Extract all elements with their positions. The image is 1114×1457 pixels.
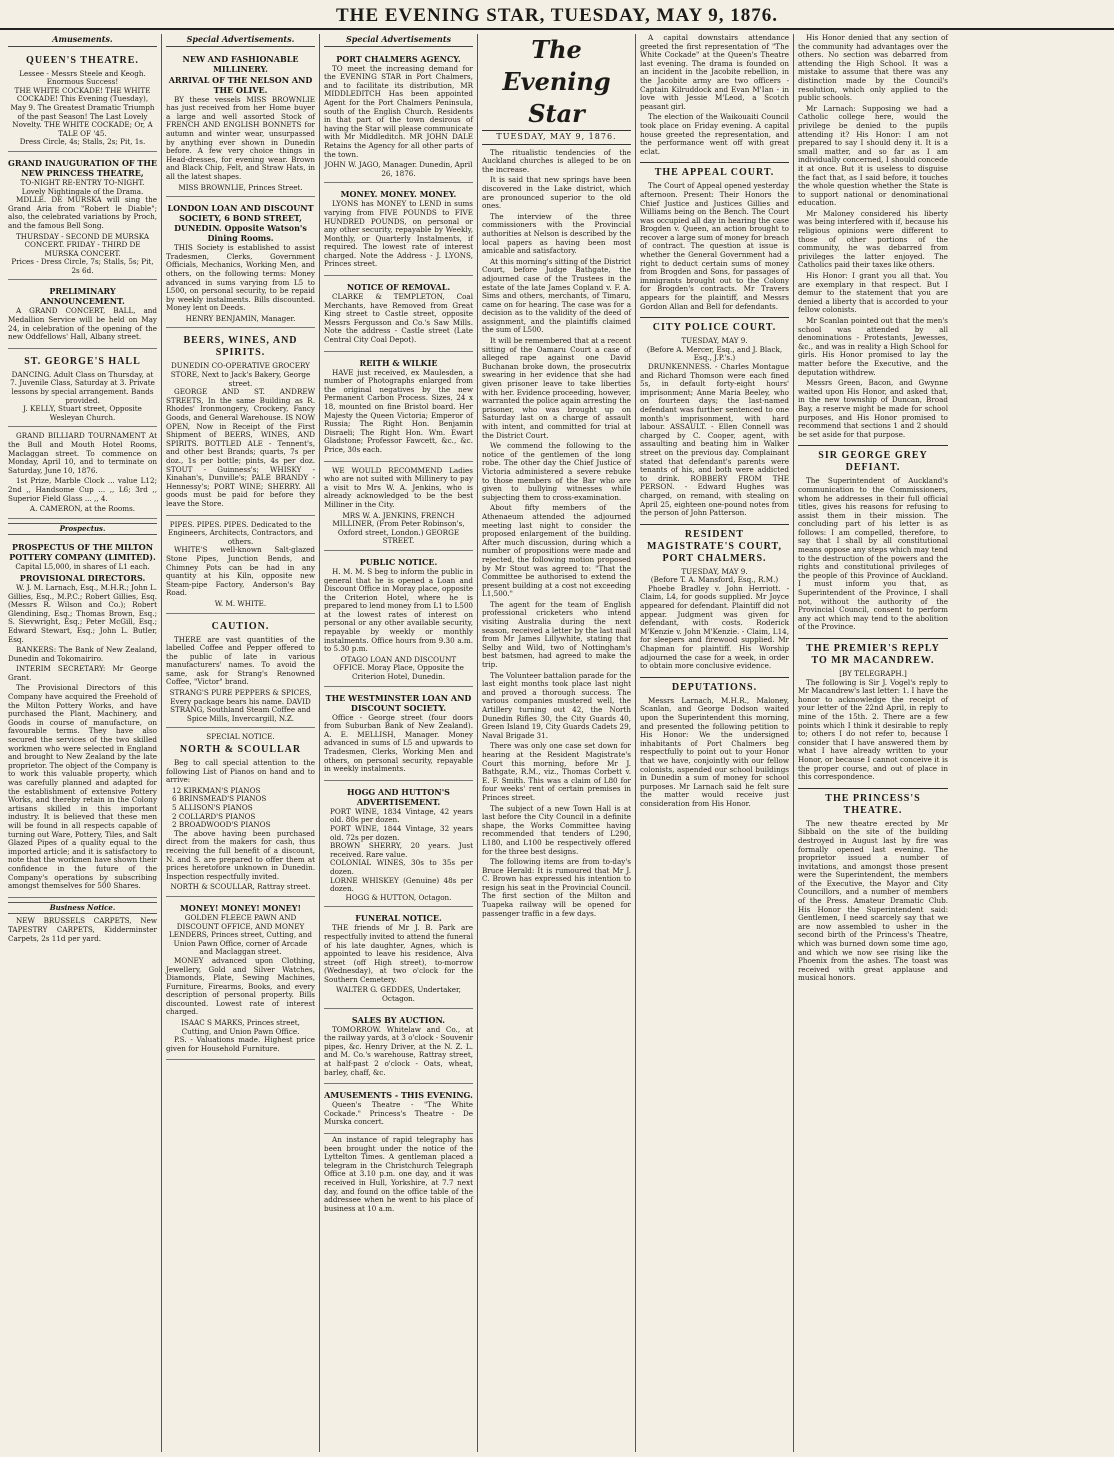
ad-title: PORT CHALMERS AGENCY.: [336, 53, 461, 64]
news-paragraph: His Honor denied that any section of the community had advantages over the others. No section was debarred from attending the High School. It was a mistake to assume that there was any distinction made by the Council's resolution, which only applied to the public schools.: [798, 34, 948, 103]
prospectus-ad: [8, 538, 157, 897]
ad-title: ST. GEORGE'S HALL: [24, 355, 141, 367]
sales-by-auction: [324, 1011, 473, 1085]
billiard-ad: [8, 429, 157, 518]
ad-title: NORTH & SCOULLAR: [179, 744, 302, 756]
ad-title: THE WESTMINSTER LOAN AND DISCOUNT SOCIETY.: [325, 692, 472, 713]
ad-signature: ISAAC S MARKS, Princes street, Cutting, and Union Pawn Office.: [181, 1018, 300, 1036]
funeral-notice: [324, 909, 473, 1008]
ad-subtitle: DUNEDIN CO-OPERATIVE GROCERY STORE, Next to Jack's Bakery, George street.: [170, 361, 311, 388]
lyons-ad: [324, 185, 473, 276]
ad-signature: STRANG'S PURE PEPPERS & SPICES, Every package bears his name. DAVID STRANG, Southland Steam Coffee and Spice Mills, Invercargill, N.Z.: [169, 688, 312, 723]
column-2: [162, 34, 320, 1452]
ad-body: TO meet the increasing demand for the EVENING STAR in Port Chalmers, and to facilitate its distribution, MR MIDDLEDITCH Has been appointed Agent for the Port Chalmers Peninsula, south of the English Church. Residents in that part of the town desirous of having the Star will please communicate with Mr Middleditch. MR JOHN DALE Retains the Agency for all other parts of the town.: [324, 63, 473, 159]
ad-signature: J. KELLY, Stuart street, Opposite Wesleyan Church.: [23, 404, 142, 422]
ad-body: HAVE just received, ex Maulesden, a number of Photographs enlarged from the original negatives by the new Permanent Carbon Process. Sizes, 24 x 18, mounted on fine Bristol board. Her Majesty the Queen Victoria; Emperor of Russia; The Right Hon. Benjamin Disraeli; The Right Hon. Wm. Ewart Gladstone; Professor Fawcett, &c., &c. Price, 30s each.: [324, 367, 473, 454]
news-paragraph: It will be remembered that at a recent sitting of the Oamaru Court a case of alleged rape against one David Buchanan broke down, the prosecutrix swearing in her evidence that she had given prisoner leave to take liberties with her. Evidence proceeding, however, warranted the police again arresting the prisoner, who was brought up on Saturday last on a charge of assault with intent, and committed for trial at the District Court.: [482, 336, 631, 440]
news-paragraph: Mr Maloney considered his liberty was being interfered with if, because his religious opinions were different to those of other portions of the community, he was debarred from privileges the latter enjoyed. The Catholics paid their taxes like others.: [798, 208, 948, 270]
paper-nameplate: The Evening Star: [482, 34, 631, 131]
ad-postscript: P.S. - Valuations made. Highest price given for Household Furniture.: [166, 1035, 315, 1053]
section-heading: Prospectus.: [8, 523, 157, 536]
ad-bankers: BANKERS: The Bank of New Zealand, Dunedin and Tokomairiro.: [8, 645, 157, 663]
wine-item: PORT WINE, 1844 Vintage, 32 years old. 72s per dozen.: [330, 823, 473, 842]
ad-body: THIS Society is established to assist Tradesmen, Clerks, Government Officials, Mechanics, Working Men, and others, on the following terms: Money advanced in sums varying from L5 to L500, on personal security, to be repaid by weekly instalments. Bills discounted. Money lent on Deeds.: [166, 243, 315, 313]
ad-secretary: INTERIM SECRETARY: Mr George Grant.: [8, 664, 157, 682]
golden-fleece-ad: [166, 899, 315, 1061]
wine-item: PORT WINE, 1834 Vintage, 42 years old. 80s per dozen.: [330, 806, 473, 825]
caution-ad: [166, 616, 315, 729]
news-paragraph: The following items are from to-day's Bruce Herald: It is rumoured that Mr J. C. Brown has expressed his intention to resign his seat in the Provincial Council. The first section of the Milton and Tuapeka railway will be opened for passenger traffic in a few days.: [482, 857, 631, 918]
article-subheading: [BY TELEGRAPH.]: [839, 669, 907, 678]
dateline: TUESDAY, MAY 9, 1876.: [482, 133, 631, 145]
ad-title: MONEY! MONEY! MONEY!: [180, 902, 301, 913]
wine-item: LORNE WHISKEY (Genuine) 48s per dozen.: [330, 875, 473, 894]
article-date: TUESDAY, MAY 9.: [681, 566, 748, 576]
news-paragraph: An instance of rapid telegraphy has been brought under the notice of the Lyttelton Times. A gentleman placed a telegram in the Christchurch Telegraph Office at 3.10 p.m. one day, and it was received in Hull, Yorkshire, at 7.7 next day, and found on the office table of the addressee when he went to his place of business at 10 a.m.: [324, 1135, 473, 1213]
princess-theatre-ad: [8, 154, 157, 281]
article-body: The Superintendent of Auckland's communication to the Commissioners, whom he addresses in their full official titles, gives his reasons for refusing to assist them in their mission. The concluding part of his letter is as follows: I am compelled, therefore, to say that I shall by all constitutional means oppose any steps which may tend to the destruction of the powers and the rights and constitutional privileges of the people of this Province of Auckland. I must inform you that, as Superintendent of the Province, I shall not, without the authority of the Provincial Council, consent to perform any act which may tend to the abolition of the Province.: [798, 476, 948, 632]
ad-kicker: SPECIAL NOTICE.: [206, 732, 275, 742]
ad-body: GRAND BILLIARD TOURNAMENT At the Bull and Mouth Hotel Rooms, Maclaggan street. To commence on Monday, April 10, and to terminate on Saturday, June 10, 1876.: [8, 431, 157, 475]
ad-title: PRELIMINARY ANNOUNCEMENT.: [40, 286, 125, 307]
ad-title: AMUSEMENTS - THIS EVENING.: [324, 1090, 473, 1101]
article-heading: THE PREMIER'S REPLY TO MR MACANDREW.: [798, 638, 948, 667]
news-paragraph: There was only one case set down for hearing at the Resident Magistrate's Court this morning, before Mr J. Bathgate, R.M., viz., Thomas Corbett v. E. F. Smith. This was a claim of L80 for four weeks' rent of certain premises in Princes street.: [482, 741, 631, 802]
port-chalmers-agency-ad: [324, 50, 473, 184]
ad-directors: W. J. M. Larnach, Esq., M.H.R.; John L. Gillies, Esq., M.P.C.; Robert Gillies, Esq. (Messrs R. Wilson and Co.); Robert Glendining, Esq.; Thomas Brown, Esq.; S. Sievwright, Esq.; Peter McGill, Esq.; Edward Stewart, Esq.; John L. Butler, Esq.: [8, 582, 157, 644]
column-6: [794, 34, 952, 1452]
article-body: DRUNKENNESS. - Charles Montague and Richard Thomson were each fined 5s, in default forty-eight hours' imprisonment; Anne Maria Beeley, who on fourteen days; the last-named defendant was further sentenced to one month's imprisonment, with hard labour. ASSAULT. - Ellen Connell was charged by C. Cooper, agent, with assaulting and beating him in Walker street on the previous day. Complainant stated that defendant's parents were tenants of his, and both were addicted to drink. ROBBERY FROM THE PERSON. - Edward Hughes was charged, on remand, with stealing on April 25, eighteen one-pound notes from the person of John Patterson.: [640, 362, 789, 518]
ad-signature: NORTH & SCOULLAR, Rattray street.: [170, 882, 311, 892]
article-heading: THE PRINCESS'S THEATRE.: [798, 788, 948, 817]
section-heading: Special Advertisements.: [166, 34, 315, 47]
amusements-list: [324, 1086, 473, 1134]
ad-body: THE friends of Mr J. B. Park are respectfully invited to attend the funeral of his late daughter, Agnes, which is appointed to leave his residence, Alva street (off High street), to-morrow (Wednesday), at two o'clock for the Southern Cemetery.: [324, 923, 473, 984]
news-paragraph: The subject of a new Town Hall is at last before the City Council in a definite shape, the Works Committee having recommended that tenders of L290, L180, and L100 be respectively offered for the three best designs.: [482, 803, 631, 856]
reith-wilkie-ad: [324, 354, 473, 462]
news-paragraph: Messrs Green, Bacon, and Gwynne waited upon His Honor, and asked that, in the new township of Duncan, Broad Bay, a reserve might be made for school purposes, and His Honor promised to recommend that sections 1 and 2 should be set aside for that purpose.: [798, 378, 948, 439]
ad-intro: Beg to call special attention to the following List of Pianos on hand and to arrive:: [166, 758, 315, 785]
section-heading: Business Notice.: [8, 902, 157, 915]
ad-title: FUNERAL NOTICE.: [355, 913, 442, 924]
ad-body: The above having been purchased direct from the makers for cash, thus receiving the full benefit of a discount, N. and S. are prepared to offer them at prices heretofore unknown in Dunedin. Inspection respectfully invited.: [166, 828, 315, 881]
ad-body: The Provisional Directors of this Company have acquired the Freehold of the Milton Pottery Works, and have purchased the Plant, Machinery, and Goods in course of manufacture, on favourable terms. They have also secured the services of the two skilled workmen who were selected in England and brought to New Zealand by the late proprietor. The object of the Company is to work this valuable property, which was carefully planned and adapted for the establishment of extensive Pottery Works, and thereby retain in the Colony artisans skilled in this important industry. It is believed that these men will be found in all respects capable of turning out Ware, Pottery, Tiles, and Salt Glazed Pipes of a quality equal to the imported article; and it is satisfactory to note that the workmen have shown their confidence in the future of the Company's operations by subscribing amongst themselves for 500 Shares.: [8, 683, 157, 891]
piano-item: 2 BROADWOOD'S PIANOS: [172, 820, 271, 830]
ad-subtitle: GOLDEN FLEECE PAWN AND DISCOUNT OFFICE, AND MONEY LENDERS, Princes street, Cutting, and Union Pawn Office, corner of Arcade and Maclaggan street.: [169, 912, 312, 957]
article-heading: CITY POLICE COURT.: [640, 317, 789, 334]
ad-signature: MRS W. A. JENKINS, FRENCH MILLINER, (From Peter Robinson's, Oxford street, London.) GEORGE STREET.: [332, 510, 465, 546]
ad-title: LONDON LOAN AND DISCOUNT SOCIETY, 6 BOND STREET, DUNEDIN. Opposite Watson's Dining Rooms.: [167, 203, 314, 244]
ad-title: REITH & WILKIE: [359, 357, 438, 368]
column-1: [4, 34, 162, 1452]
ad-body: MONEY advanced upon Clothing, Jewellery, Gold and Silver Watches, Diamonds, Plate, Sewing Machines, Furniture, Firearms, Books, and every description of personal property. Bills discounted. Lowest rate of interest charged.: [166, 955, 315, 1017]
hogg-hutton-ad: [324, 783, 473, 908]
ad-title: BEERS, WINES, AND SPIRITS.: [183, 335, 298, 359]
news-paragraph: The election of the Waikouaiti Council took place on Friday evening. A capital house greeted the representation, and the performance went off with great eclat.: [640, 112, 789, 156]
ad-body: CLARKE & TEMPLETON, Coal Merchants, have Removed from Great King street to Castle street, opposite Messrs Fergusson and Co.'s Saw Mills. Note the address - Castle street (Late Central City Coal Depot).: [324, 292, 473, 345]
grocery-ad: [166, 330, 315, 515]
ad-title: CAUTION.: [211, 620, 270, 632]
article-body: Phoebe Bradley v. John Herriott. - Claim, L4, for goods supplied. Mr Joyce appeared for defendant. Plaintiff did not appear. Judgment was given for defendant, with costs. Roderick M'Kenzie v. John M'Kenzie. - Claim, L14, for sleepers and firewood supplied. Mr Chapman for plaintiff. His Worship adjourned the case for a week, in order to obtain more conclusive evidence.: [640, 583, 789, 671]
ad-body: DANCING. Adult Class on Thursday, at 7. Juvenile Class, Saturday at 3. Private lessons by special arrangement. Bands provided.: [10, 369, 155, 405]
ad-title: PUBLIC NOTICE.: [359, 556, 438, 567]
ad-signature: JOHN W. JAGO, Manager. Dunedin, April 26, 1876.: [324, 160, 473, 178]
ad-signature: HENRY BENJAMIN, Manager.: [185, 313, 296, 323]
ad-capital: Capital L5,000, in shares of L1 each.: [15, 562, 150, 572]
article-date: TUESDAY, MAY 9.: [681, 336, 748, 346]
ad-body: GEORGE AND ST. ANDREW STREETS, In the same Building as R. Rhodes' Ironmongery, Crockery, Fancy Goods, and General Warehouse. IS NOW OPEN, Now in Receipt of the First Shipment of BEERS, WINES, AND SPIRITS. BOTTLED ALE - Tennent's, and other best Brands; quarts, 7s per doz., 1s per bottle; pints, 4s per doz. STOUT - Guinness's; WHISKY - Kinahan's, Dunville's; PALE BRANDY - Hennessy's; PORT WINE; SHERRY. All goods must be paid for before they leave the Store.: [166, 387, 315, 508]
ad-signature: A. CAMERON, at the Rooms.: [29, 504, 136, 514]
ad-body: WE WOULD RECOMMEND Ladies who are not suited with Millinery to pay a visit to Mrs W. A. Jenkins, who is already acknowledged to be the best Milliner in the City.: [324, 465, 473, 509]
ad-body: THERE are vast quantities of the labelled Coffee and Pepper offered to the public of late in various manufacturers' names. To avoid the same, ask for Strang's Renowned Coffee, "Victor" brand.: [166, 634, 315, 687]
masthead: THE EVENING STAR, TUESDAY, MAY 9, 1876.: [0, 0, 1114, 30]
news-paragraph: The Volunteer battalion parade for the last eight months took place last night and proved a thorough success. The various companies mustered well, the Artillery turning out 42, the North Dunedin Rifles 30, the City Guards 40, Green Island 19, City Guards Cadets 29, Naval Brigade 31.: [482, 670, 631, 740]
article-heading: DEPUTATIONS.: [640, 677, 789, 694]
column-5: [636, 34, 794, 1452]
ad-title: PIPES. PIPES. PIPES. Dedicated to the Engineers, Architects, Contractors, and others.: [167, 519, 313, 546]
oddfellows-ad: [8, 282, 157, 348]
ad-body: WHITE'S well-known Salt-glazed Stone Pipes, Junction Bends, and Chimney Pots can be had in any quantity at his Kiln, opposite new Steam-pipe Factory, Anderson's Bay Road.: [166, 545, 315, 598]
news-paragraph: About fifty members of the Athenaeum attended the adjourned meeting last night to consider the proposed enlargement of the building. After much discussion, during which a number of propositions were made and rejected, the following motion proposed by Mr Stout was agreed to: "That the Committee be authorised to extend the present building at a cost not exceeding L1,500.": [482, 503, 631, 599]
ad-title: NOTICE OF REMOVAL.: [346, 282, 451, 293]
north-scoullar-ad: [166, 730, 315, 897]
piano-item: 2 COLLARD'S PIANOS: [172, 811, 256, 821]
ad-title: NEW AND FASHIONABLE MILLINERY.: [182, 53, 299, 74]
ad-title: PROSPECTUS OF THE MILTON POTTERY COMPANY (LIMITED).: [9, 542, 156, 563]
queens-theatre-ad: [8, 50, 157, 152]
ad-subtitle: PROVISIONAL DIRECTORS.: [19, 572, 146, 583]
ad-signature: MISS BROWNLIE, Princes Street.: [178, 182, 303, 192]
news-paragraph: At this morning's sitting of the District Court, before Judge Bathgate, the adjourned case of the Trustees in the estate of the late James Copland v. F. A. Sims and others, merchants, of Timaru, came on for hearing. The case was for a decision as to the validity of the deed of assignment, and the plaintiffs claimed the sum of L500.: [482, 256, 631, 335]
ad-body: LYONS has MONEY to LEND in sums varying from FIVE POUNDS to FIVE HUNDRED POUNDS, on personal or any other security, repayable by Weekly, Monthly, or Quarterly Instalments, if required. The lowest rate of interest charged. Note the Address - J. LYONS, Princes street.: [324, 199, 473, 269]
news-paragraph: It is said that new springs have been discovered in the Lake district, which are pronounced superior to the old ones.: [482, 175, 631, 211]
st-georges-hall-ad: [8, 351, 157, 428]
news-paragraph: Mr Larnach: Supposing we had a Catholic college here, would the privilege be denied to the pupils attending it? His Honor: I am not prepared to say I should deny it. It is a small matter, and so far as I am individually concerned, I should concede it at once. But it is useless to disguise the fact that, as I said before, it touches the whole question whether the State is to support national or denominational education.: [798, 103, 948, 208]
article-heading: THE APPEAL COURT.: [640, 162, 789, 179]
wine-item: BROWN SHERRY, 20 years. Just received. Rare value.: [330, 841, 473, 859]
section-heading: Special Advertisements: [324, 34, 473, 47]
ad-title: GRAND INAUGURATION OF THE NEW PRINCESS THEATRE,: [8, 157, 157, 178]
section-heading: Amusements.: [8, 34, 157, 47]
news-paragraph: A capital downstairs attendance greeted the first representation of "The White Cockade" at the Queen's Theatre last evening. The drama is founded on an incident in the Jacobite rebellion, in the Jacobite army are two officers - Captain Kilruddock and Evan M'Ian - in love with Jessie M'Leod, a Scotch peasant girl.: [640, 34, 789, 111]
news-paragraph: The ritualistic tendencies of the Auckland churches is alleged to be on the increase.: [482, 147, 631, 174]
ad-line: THURSDAY - SECOND DE MURSKA CONCERT. FRIDAY - THIRD DE MURSKA CONCERT.: [15, 231, 150, 258]
ad-title: MONEY. MONEY. MONEY.: [340, 189, 457, 200]
piano-item: 5 ALLISON'S PIANOS: [172, 803, 253, 812]
ad-signature: HOGG & HUTTON, Octagon.: [345, 892, 452, 902]
ad-title: QUEEN'S THEATRE.: [26, 54, 139, 66]
article-body: Messrs Larnach, M.H.R., Maloney, Scanlan, and George Dodson waited upon the Superintendent this morning, and presented the following petition to His Honor: We the undersigned inhabitants of Port Chalmers beg respectfully to point out to your Honor that we have, conjointly with our fellow colonists, aspended our school buildings in Dunedin a sum of money for school purposes. Mr Larnach said he felt sure the matter would receive just consideration from His Honor.: [640, 695, 789, 808]
column-3: [320, 34, 478, 1452]
ad-play: THE WHITE COCKADE! THE WHITE COCKADE! This Evening (Tuesday), May 9. The Greatest Dramatic Triumph of the past Season! The Last Lovely Novelty. THE WHITE COCKADE; Or, A TALE OF '45.: [10, 85, 155, 138]
piano-item: 6 BRINSMEAD'S PIANOS: [172, 794, 267, 804]
removal-ad: [324, 278, 473, 352]
article-body: The following is Sir J. Vogel's reply to Mr Macandrew's last letter: 1. I have the honor to acknowledge the receipt of your letter of the 22nd April, in reply to mine of the 15th. 2. There are a few points which I think it desirable to reply to; others I do not refer to, because I consider that I have answered them by what I have already written to your Honor, or because I cannot conceive it is the proper course, and out of place in this correspondence.: [798, 677, 948, 782]
ad-signature: W. M. WHITE.: [214, 598, 267, 608]
news-paragraph: His Honor: I grant you all that. You are exemplary in that respect. But I demur to the statement that you are denied a liberty that is accorded to your fellow colonists.: [798, 271, 948, 315]
article-bench: (Before T. A. Mansford, Esq., R.M.): [650, 575, 779, 585]
ad-line: TO-NIGHT RE-ENTRY TO-NIGHT. Lovely Nightingale of the Drama.: [20, 177, 145, 196]
ad-body: Queen's Theatre - "The White Cockade." Princess's Theatre - De Murska concert.: [324, 1100, 473, 1127]
public-notice-ad: [324, 553, 473, 687]
ad-title: SALES BY AUCTION.: [351, 1014, 446, 1025]
ad-signature: OTAGO LOAN AND DISCOUNT OFFICE. Moray Place, Opposite the Criterion Hotel, Dunedin.: [333, 654, 464, 682]
ad-body: NEW BRUSSELS CARPETS, New TAPESTRY CARPETS, Kidderminster Carpets, 2s 11d per yard.: [8, 916, 157, 943]
brownlie-ad: [166, 50, 315, 198]
news-paragraph: The agent for the team of English professional cricketers who intend visiting Australia during the next season, received a letter by the last mail from Mr James Lillywhite, stating that Selby and Wild, two of Nottingham's best batsmen, had agreed to make the trip.: [482, 599, 631, 670]
news-paragraph: We commend the following to the notice of the gentlemen of the long robe. The other day the Chief Justice of Victoria administered a severe rebuke to those members of the Bar who are given to bullying witnesses while subjecting them to cross-examination.: [482, 441, 631, 502]
ad-body: A GRAND CONCERT, BALL, and Medallion Service will be held on May 24, in celebration of the opening of the new Oddfellows' Hall, Albany street.: [8, 306, 157, 342]
article-heading: RESIDENT MAGISTRATE'S COURT, PORT CHALMERS.: [640, 524, 789, 565]
column-4: [478, 34, 636, 1452]
article-bench: (Before A. Mercer, Esq., and J. Black, Esq., J.P.'s.): [646, 344, 783, 363]
ad-body: TOMORROW. Whitelaw and Co., at the railway yards, at 3 o'clock - Souvenir pipes, &c. Henry Driver, at the N. Z. L. and M. Co.'s warehouse, Rattray street, at half-past 2 o'clock - Oats, wheat, barley, chaff, &c.: [324, 1024, 474, 1077]
ad-signature: WALTER G. GEDDES, Undertaker, Octagon.: [336, 985, 461, 1004]
ad-lessee: Lessee - Messrs Steele and Keogh. Enormous Success!: [19, 68, 146, 87]
ad-title: HOGG AND HUTTON'S ADVERTISEMENT.: [347, 786, 450, 807]
london-loan-ad: [166, 199, 315, 328]
ad-body: H. M. M. S beg to inform the public in general that he is opened a Loan and Discount Office in Moray place, opposite the Criterion Hotel, where he is prepared to lend money from L1 to L500 at the lowest rates of interest on personal or any other available security, repayable by weekly or monthly instalments. Office hours from 9.30 a.m. to 5.30 p.m.: [324, 566, 473, 654]
article-body: The Court of Appeal opened yesterday afternoon. Present: Their Honors the Chief Justice and Justices Gillies and Williams being on the Bench. The Court was occupied all day in hearing the case Brogden v. Queen, an action brought to recover a large sum of money for breach of contract. The question at issue is whether the General Government had a right to deduct certain sums of money from Brogden and Sons, for passages of immigrants brought out to the Colony for Brogden's contracts. Mr Travers appears for the plaintiff, and Messrs Gordon Allan and Bell for defendants.: [640, 181, 789, 311]
ad-body: BY these vessels MISS BROWNLIE has just received from her Home buyer a large and well assorted Stock of FRENCH AND ENGLISH BONNETS for autumn and winter wear, unsurpassed by anything ever shown in Dunedin before. A few very choice things in Head-dresses, for evening wear. Brown and Black Chip, Felt, and Straw Hats, in all the latest shapes.: [166, 94, 315, 181]
westminster-ad: [324, 689, 473, 781]
article-body: The new theatre erected by Mr Sibbald on the site of the building destroyed in August last by fire was formally opened last evening. The proprietor issued a number of invitations, and amongst those present were the Superintendent, the members of the Executive, the Mayor and City Councillors, and a number of members of the Press. Amateur Dramatic Club. His Honor the Superintendent said: Gentlemen, I need scarcely say that we are now assembled to usher in the second birth of the Princess's Theatre, which was burned down some time ago, and which we now see rising like the Phoenix from the ashes. The toast was received with great applause and musical honors.: [798, 818, 948, 983]
jenkins-ad: [324, 464, 473, 551]
article-heading: SIR GEORGE GREY DEFIANT.: [798, 445, 948, 474]
pipes-ad: [166, 518, 315, 614]
ad-subtitle: ARRIVAL OF THE NELSON AND THE OLIVE.: [168, 74, 313, 95]
wine-item: COLONIAL WINES, 30s to 35s per dozen.: [330, 858, 473, 876]
newspaper-columns: [4, 34, 1110, 1452]
ad-body: MDLLE. DE MURSKA will sing the Grand Aria from "Robert le Diable"; also, the celebrated variations by Proch, and the famous Bell Song.: [8, 195, 157, 230]
piano-item: 12 KIRKMAN'S PIANOS: [172, 785, 261, 795]
news-paragraph: The interview of the three commissioners with the Provincial authorities at Nelson is described by the local papers as having been most amicable and satisfactory.: [482, 211, 631, 256]
news-paragraph: Mr Scanlan pointed out that the men's school was attended by all denominations - Protestants, Jewesses, &c., and was in reality a High School for girls. His Honor promised to lay the matter before the Executive, and the deputation withdrew.: [798, 316, 948, 377]
ad-prizes: 1st Prize, Marble Clock ... value L12; 2nd ,, Handsome Cup ... ,, L6; 3rd ,, Superior Field Glass ... ,, 4.: [8, 476, 157, 503]
ad-prices: Prices - Dress Circle, 7s; Stalls, 5s; Pit, 2s 6d.: [11, 257, 154, 275]
ad-prices: Dress Circle, 4s; Stalls, 2s; Pit, 1s.: [19, 137, 146, 147]
ad-body: Office - George street (four doors from Suburban Bank of New Zealand). A. E. MELLISH, Manager. Money advanced in sums of L5 and upwards to Tradesmen, Clerks, Working Men and others, on personal security, repayable in weekly instalments.: [324, 712, 473, 774]
